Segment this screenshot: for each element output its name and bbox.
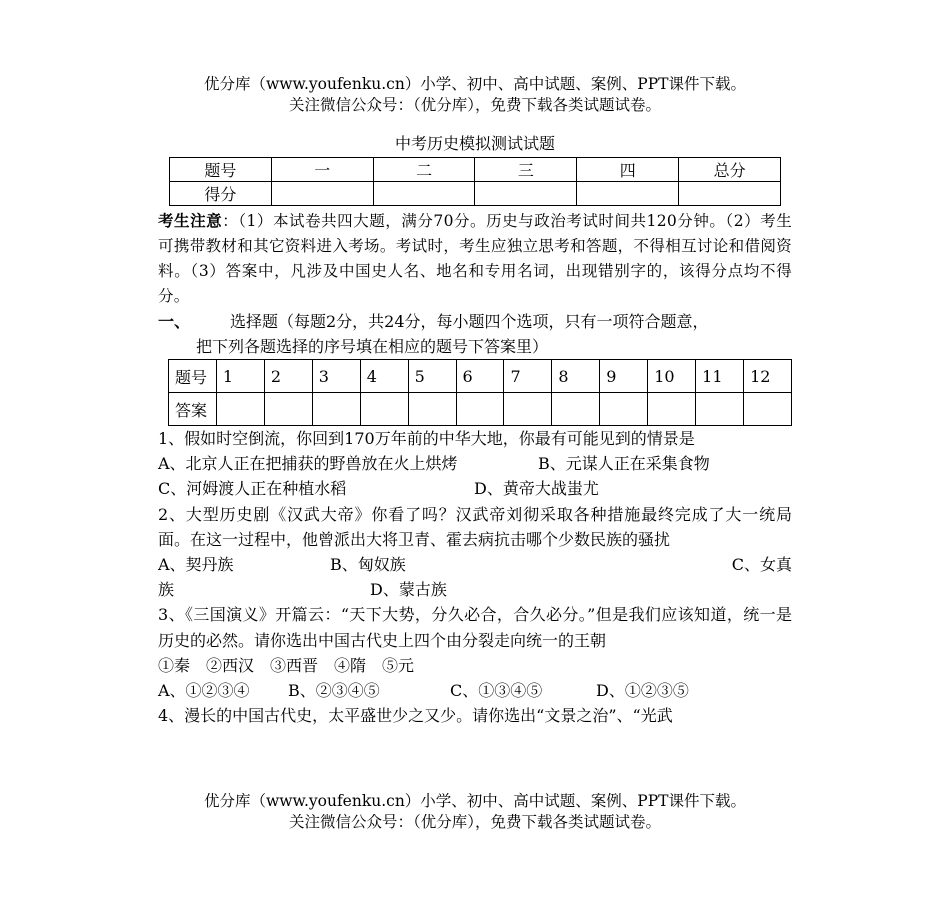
question-1-option-b: B、元谋人正在采集食物 [538, 454, 710, 474]
question-2 [158, 502, 792, 603]
score-cell [475, 182, 577, 206]
answer-cell [264, 393, 312, 426]
question-number-cell: 9 [600, 360, 648, 393]
header-line-1: 优分库（www.youfenku.cn）小学、初中、高中试题、案例、PPT课件下载。 [203, 75, 747, 93]
score-cell [271, 182, 373, 206]
answer-cell [744, 393, 792, 426]
exam-title: 中考历史模拟测试试题 [394, 134, 555, 153]
question-3-stem: 3、《三国演义》开篇云：“天下大势，分久必合，合久必分。”但是我们应该知道，统一是历史的必然。请你选出中国古代史上四个由分裂走向统一的王朝 [158, 605, 792, 650]
question-number-cell: 5 [408, 360, 456, 393]
question-number-cell: 2 [264, 360, 312, 393]
question-2-option-a: A、契丹族 [158, 555, 234, 575]
score-table-score-row [170, 182, 781, 206]
answer-table-answer-row [169, 393, 792, 426]
question-number-cell: 8 [552, 360, 600, 393]
header-line-2: 关注微信公众号：（优分库），免费下载各类试题试卷。 [288, 96, 661, 114]
score-header-cell: 题号 [170, 158, 272, 182]
score-cell [679, 182, 781, 206]
question-4 [158, 703, 792, 728]
question-number-cell: 7 [504, 360, 552, 393]
answer-cell [552, 393, 600, 426]
question-3-option-c: C、①③④⑤ [450, 681, 543, 701]
question-number-cell: 6 [456, 360, 504, 393]
question-1-option-a: A、北京人正在把捕获的野兽放在火上烘烤 [158, 454, 458, 474]
score-table [169, 157, 781, 206]
question-2-option-b: B、匈奴族 [330, 555, 406, 575]
answer-table-label: 答案 [169, 393, 217, 426]
score-header-cell: 一 [271, 158, 373, 182]
answer-cell [216, 393, 264, 426]
answer-cell [360, 393, 408, 426]
question-3-option-b: B、②③④⑤ [288, 681, 380, 701]
answer-cell [408, 393, 456, 426]
exam-notice [158, 209, 792, 309]
question-2-option-c: C、女真 [731, 555, 792, 575]
question-3-option-d: D、①②③⑤ [596, 681, 689, 701]
question-number-cell: 4 [360, 360, 408, 393]
answer-cell [312, 393, 360, 426]
question-number-cell: 11 [696, 360, 744, 393]
question-3 [158, 602, 792, 703]
answer-table [168, 359, 792, 426]
section-1-instructions-cont: 把下列各题选择的序号填在相应的题号下答案里） [196, 337, 549, 356]
question-2-stem: 2、大型历史剧《汉武大帝》你看了吗？汉武帝刘彻采取各种措施最终完成了大一统局面。在这一过程中，他曾派出大将卫青、霍去病抗击哪个少数民族的骚扰 [158, 504, 792, 549]
section-1-heading [158, 309, 792, 359]
question-1 [158, 426, 792, 502]
answer-cell [696, 393, 744, 426]
exam-page [158, 130, 792, 728]
question-number-cell: 12 [744, 360, 792, 393]
footer-line-2: 关注微信公众号：（优分库），免费下载各类试题试卷。 [288, 813, 661, 831]
score-header-cell: 总分 [679, 158, 781, 182]
score-table-header-row [170, 158, 781, 182]
answer-cell [456, 393, 504, 426]
question-1-stem: 1、假如时空倒流，你回到170万年前的中华大地，你最有可能见到的情景是 [158, 429, 695, 448]
question-1-option-c: C、河姆渡人正在种植水稻 [158, 479, 347, 499]
page-header [0, 74, 950, 116]
score-header-cell: 二 [373, 158, 475, 182]
question-3-option-a: A、①②③④ [158, 681, 250, 701]
question-number-cell: 10 [648, 360, 696, 393]
answer-cell [504, 393, 552, 426]
score-cell [373, 182, 475, 206]
score-cell [577, 182, 679, 206]
page-footer [0, 791, 950, 833]
section-1-instructions: 选择题（每题2分，共24分，每小题四个选项，只有一项符合题意， [230, 312, 709, 331]
question-number-cell: 3 [312, 360, 360, 393]
score-header-cell: 四 [577, 158, 679, 182]
answer-cell [600, 393, 648, 426]
answer-table-label: 题号 [169, 360, 217, 393]
score-row-label: 得分 [170, 182, 272, 206]
answer-cell [648, 393, 696, 426]
question-3-items: ①秦 ②西汉 ③西晋 ④隋 ⑤元 [158, 655, 415, 675]
question-1-option-d: D、黄帝大战蚩尤 [474, 479, 599, 499]
notice-text: ：（1）本试卷共四大题，满分70分。历史与政治考试时间共120分钟。（2）考生可携带教材和其它资料进入考场。考试时，考生应独立思考和答题，不得相互讨论和借阅资料。（3）答案中，凡涉及中国史人名、地名和专用名词，出现错别字的，该得分点均不得分。 [158, 212, 793, 305]
answer-table-number-row [169, 360, 792, 393]
section-1-number: 一、 [158, 312, 191, 331]
score-header-cell: 三 [475, 158, 577, 182]
question-4-stem: 4、漫长的中国古代史，太平盛世少之又少。请你选出“文景之治”、“光武 [158, 706, 673, 726]
footer-line-1: 优分库（www.youfenku.cn）小学、初中、高中试题、案例、PPT课件下载。 [203, 792, 747, 810]
question-2-option-d: D、蒙古族 [370, 580, 447, 600]
notice-label: 考生注意 [158, 212, 223, 230]
question-number-cell: 1 [216, 360, 264, 393]
question-2-option-c-cont: 族 [158, 580, 175, 600]
